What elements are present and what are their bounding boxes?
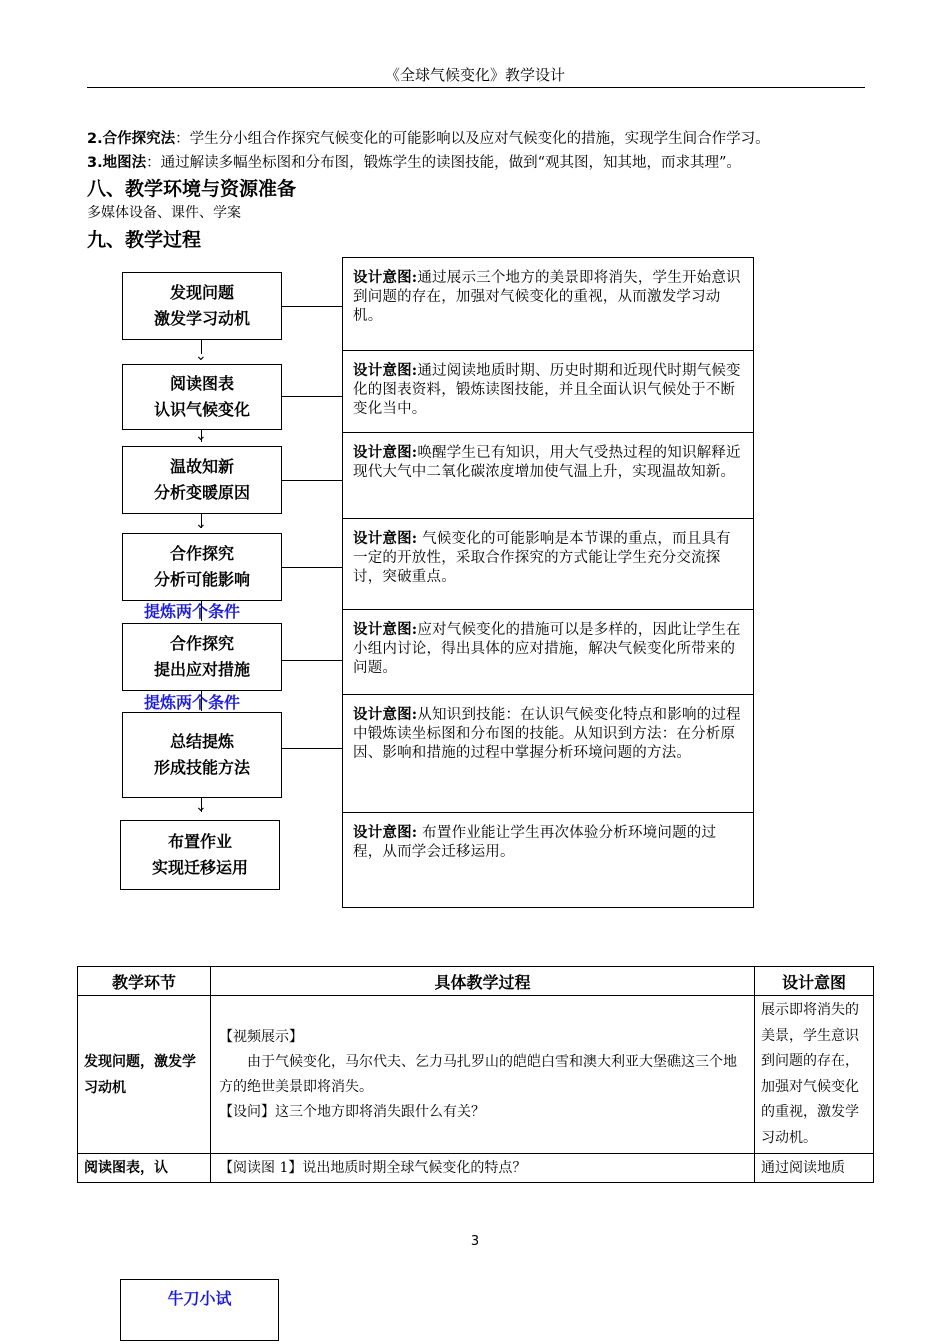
flow-step-7 (120, 820, 280, 890)
intent-text: 通过阅读地质时期、历史时期和近现代时期气候变化的图表资料，锻炼读图技能，并且全面认识气候处于不断变化当中。 (353, 363, 741, 417)
flow-step-3 (122, 446, 282, 514)
intent-label: 设计意图: (353, 706, 418, 723)
intent-text: 唤醒学生已有知识，用大气受热过程的知识解释近现代大气中二氧化碳浓度增加使气温上升，实现温故知新。 (353, 445, 741, 480)
table-header: 教学环节 (78, 967, 211, 996)
intent-text: 从知识到技能：在认识气候变化特点和影响的过程中锻炼读坐标图和分布图的技能。从知识到方法：在分析原因、影响和措施的过程中掌握分析环境问题的方法。 (353, 707, 741, 761)
section-8-content: 多媒体设备、课件、学案 (87, 205, 241, 221)
flow-step-5 (122, 623, 282, 691)
down-arrow-icon: ⌄ (195, 516, 207, 532)
flow-intent-4 (342, 518, 754, 612)
method-map (87, 151, 741, 172)
intent-label: 设计意图: (353, 530, 418, 547)
section-8-heading: 八、教学环境与资源准备 (87, 178, 297, 200)
flow-intent-3 (342, 432, 754, 524)
intent-text: 布置作业能让学生再次体验分析环境问题的过程，从而学会迁移运用。 (353, 825, 717, 860)
flow-intent-2 (342, 350, 754, 435)
method-cooperative (87, 127, 770, 148)
flow-step-line2: 提出应对措施 (153, 660, 250, 679)
flow-connector (282, 748, 342, 749)
practice-box-label: 牛刀小试 (167, 1289, 232, 1308)
flow-step-6 (122, 712, 282, 798)
table-cell-stage: 阅读图表，认 (78, 1154, 211, 1183)
intent-text: 气候变化的可能影响是本节课的重点，而且具有一定的开放性，采取合作探究的方式能让学生充分交流探讨，突破重点。 (353, 531, 731, 585)
flow-step-line1: 阅读图表 (169, 374, 234, 393)
process-line: 【视频展示】 (219, 1028, 303, 1045)
page-header-title: 《全球气候变化》教学设计 (384, 66, 565, 84)
flow-step-line1: 合作探究 (169, 634, 234, 653)
section-9-heading: 九、教学过程 (87, 229, 202, 251)
flow-connector (282, 480, 342, 481)
flow-connector (282, 396, 342, 397)
table-cell-design: 通过阅读地质 (755, 1154, 874, 1183)
intent-text: 应对气候变化的措施可以是多样的，因此让学生在小组内讨论，得出具体的应对措施，解决气候变化所带来的问题。 (353, 622, 741, 676)
flow-step-line2: 实现迁移运用 (151, 858, 248, 877)
process-line: 【设问】这三个地方即将消失跟什么有关？ (219, 1103, 485, 1120)
table-cell-process (211, 1154, 755, 1183)
flow-step-line1: 布置作业 (167, 832, 232, 851)
flow-connector (282, 660, 342, 661)
down-arrow-icon: ⌄ (195, 799, 207, 815)
flow-intent-6 (342, 694, 754, 816)
down-arrow-icon: ⌄ (195, 428, 207, 444)
flow-intent-7 (342, 812, 754, 908)
table-cell-stage: 发现问题，激发学习动机 (78, 996, 211, 1154)
flow-step-line2: 形成技能方法 (153, 758, 250, 777)
flow-step-4 (122, 533, 282, 601)
flow-arrow-line (201, 691, 202, 711)
practice-box (120, 1279, 279, 1341)
flow-step-line1: 温故知新 (169, 457, 234, 476)
intent-label: 设计意图: (353, 269, 418, 286)
intent-text: 通过展示三个地方的美景即将消失，学生开始意识到问题的存在，加强对气候变化的重视，从而激发学习动机。 (353, 270, 741, 324)
method-label: 2.合作探究法 (87, 131, 176, 147)
header-divider (87, 87, 865, 88)
table-row (78, 996, 874, 1154)
flow-step-line2: 认识气候变化 (153, 400, 250, 419)
flow-step-line2: 分析变暖原因 (153, 483, 250, 502)
flow-connector (282, 306, 342, 307)
process-line: 由于气候变化，马尔代夫、乞力马扎罗山的皑皑白雪和澳大利亚大堡礁这三个地方的绝世美景即将消失。 (219, 1053, 737, 1095)
method-text: ：学生分小组合作探究气候变化的可能影响以及应对气候变化的措施，实现学生间合作学习。 (175, 131, 770, 147)
flow-step-line1: 发现问题 (169, 283, 234, 302)
condition-note: 提炼两个条件 (144, 602, 241, 621)
table-header: 具体教学过程 (211, 967, 755, 996)
flow-intent-5 (342, 609, 754, 697)
table-header-row (78, 967, 874, 996)
flow-step-line1: 总结提炼 (169, 732, 234, 751)
condition-note: 提炼两个条件 (144, 693, 241, 712)
table-row (78, 1154, 874, 1183)
table-cell-design: 展示即将消失的美景，学生意识到问题的存在，加强对气候变化的重视，激发学习动机。 (755, 996, 874, 1154)
teaching-process-table (77, 966, 874, 1183)
table-cell-process (211, 996, 755, 1154)
page-number: 3 (470, 1234, 480, 1249)
intent-label: 设计意图: (353, 362, 418, 379)
intent-label: 设计意图: (353, 824, 418, 841)
flow-step-1 (122, 272, 282, 340)
flow-intent-1 (342, 257, 754, 352)
flow-arrow-line (201, 601, 202, 621)
table-header: 设计意图 (755, 967, 874, 996)
down-arrow-icon: ⌄ (195, 348, 207, 364)
method-text: ：通过解读多幅坐标图和分布图，锻炼学生的读图技能，做到“观其图，知其地，而求其理”。 (146, 155, 741, 171)
process-line: 【阅读图 1】说出地质时期全球气候变化的特点？ (219, 1160, 527, 1176)
flow-step-2 (122, 364, 282, 430)
intent-label: 设计意图: (353, 444, 418, 461)
flow-connector (282, 567, 342, 568)
method-label: 3.地图法 (87, 155, 147, 171)
flow-step-line2: 分析可能影响 (153, 570, 250, 589)
flow-step-line2: 激发学习动机 (153, 309, 250, 328)
intent-label: 设计意图: (353, 621, 418, 638)
flow-step-line1: 合作探究 (169, 544, 234, 563)
